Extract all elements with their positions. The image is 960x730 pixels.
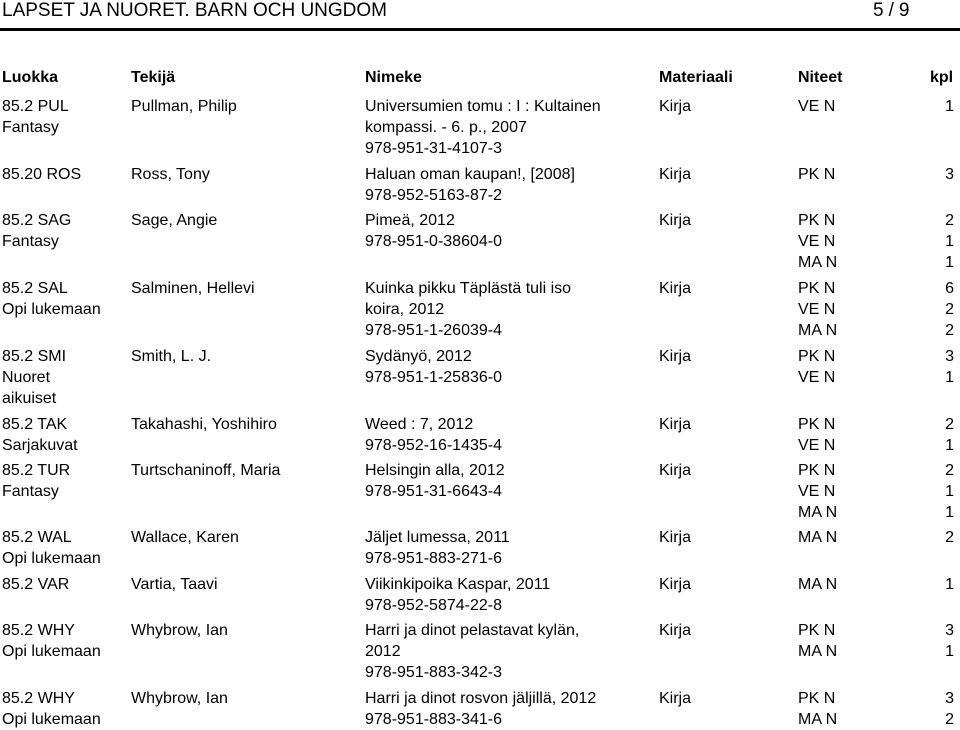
cell-luokka (2, 96, 69, 138)
cell-tekija-line: Pullman, Philip (131, 98, 237, 115)
cell-kpl-line: 2 (945, 301, 954, 318)
cell-materiaali-line: Kirja (659, 576, 692, 593)
cell-luokka-line: Opi lukemaan (2, 711, 101, 728)
cell-luokka-line: 85.2 WAL (2, 529, 72, 546)
cell-niteet-line: PK N (798, 690, 836, 707)
cell-tekija (131, 278, 255, 299)
cell-niteet (798, 210, 837, 273)
cell-nimeke (251, 278, 571, 341)
cell-kpl-line: 1 (945, 643, 954, 660)
cell-kpl-line: 1 (945, 254, 954, 271)
header-rule (0, 28, 960, 31)
cell-luokka-line: 85.2 SMI (2, 348, 67, 365)
cell-kpl-line: 2 (945, 529, 954, 546)
cell-luokka-line: 85.2 TAK (2, 416, 68, 433)
cell-tekija-line: Smith, L. J. (131, 348, 212, 365)
cell-niteet-line: PK N (798, 212, 836, 229)
cell-nimeke (251, 688, 596, 730)
cell-niteet-line: MA N (798, 504, 838, 521)
cell-niteet-line: PK N (798, 462, 836, 479)
cell-luokka (2, 620, 101, 662)
cell-luokka (2, 460, 70, 502)
cell-niteet (798, 460, 837, 523)
cell-tekija-line: Wallace, Karen (131, 529, 239, 546)
cell-tekija (131, 210, 217, 231)
cell-kpl-line: 1 (945, 504, 954, 521)
column-header-tekija: Tekijä (131, 69, 176, 86)
cell-nimeke (251, 210, 502, 252)
cell-luokka-line: Fantasy (2, 233, 59, 250)
cell-luokka (2, 414, 78, 456)
cell-niteet (798, 527, 837, 548)
cell-kpl-line: 3 (945, 166, 954, 183)
cell-nimeke-line: 978-951-1-25836-0 (365, 369, 502, 386)
cell-tekija (131, 574, 218, 595)
cell-kpl (940, 574, 954, 595)
cell-nimeke-line: Kuinka pikku Täplästä tuli iso (365, 280, 572, 297)
cell-kpl-line: 3 (945, 690, 954, 707)
cell-materiaali-line: Kirja (659, 690, 692, 707)
cell-nimeke-line: Harri ja dinot rosvon jäljillä, 2012 (365, 690, 597, 707)
cell-luokka-line: Nuoret (2, 369, 51, 386)
page-title: LAPSET JA NUORET. BARN OCH UNGDOM (2, 0, 387, 21)
cell-nimeke-line: 978-951-0-38604-0 (365, 233, 502, 250)
cell-luokka-line: aikuiset (2, 390, 57, 407)
page-number (873, 0, 909, 22)
cell-niteet (798, 620, 837, 662)
cell-kpl-line: 1 (945, 369, 954, 386)
cell-niteet-line: MA N (798, 529, 838, 546)
cell-materiaali (659, 210, 691, 231)
cell-materiaali (659, 620, 691, 641)
cell-nimeke-line: 978-951-31-4107-3 (365, 140, 502, 157)
cell-kpl (940, 527, 954, 548)
cell-niteet-line: PK N (798, 622, 836, 639)
cell-niteet-line: VE N (798, 437, 836, 454)
cell-materiaali (659, 414, 691, 435)
cell-kpl-line: 2 (945, 462, 954, 479)
cell-niteet-line: MA N (798, 322, 838, 339)
cell-materiaali (659, 96, 691, 117)
cell-niteet (798, 164, 835, 185)
cell-nimeke-line: 978-951-883-342-3 (365, 664, 502, 681)
cell-materiaali (659, 460, 691, 481)
cell-materiaali (659, 688, 691, 709)
cell-kpl (940, 688, 954, 730)
cell-materiaali-line: Kirja (659, 166, 692, 183)
cell-tekija (131, 527, 239, 548)
cell-kpl-line: 2 (945, 212, 954, 229)
cell-nimeke-line: Universumien tomu : I : Kultainen (365, 98, 601, 115)
cell-luokka-line: 85.2 WHY (2, 690, 75, 707)
cell-nimeke-line: Sydänyö, 2012 (365, 348, 472, 365)
cell-materiaali-line: Kirja (659, 529, 692, 546)
cell-kpl (940, 96, 954, 117)
cell-nimeke-line: 978-951-31-6643-4 (365, 483, 502, 500)
cell-materiaali-line: Kirja (659, 462, 692, 479)
cell-luokka (2, 574, 69, 595)
cell-niteet (798, 414, 835, 456)
cell-kpl-line: 1 (945, 576, 954, 593)
cell-niteet (798, 574, 837, 595)
column-header-luokka: Luokka (2, 69, 59, 86)
cell-tekija-line: Vartia, Taavi (131, 576, 218, 593)
cell-nimeke (251, 414, 502, 456)
cell-luokka-line: Opi lukemaan (2, 643, 101, 660)
cell-nimeke (251, 460, 505, 502)
cell-niteet-line: MA N (798, 254, 838, 271)
cell-nimeke-line: 978-951-883-341-6 (365, 711, 502, 728)
cell-luokka-line: 85.2 SAG (2, 212, 72, 229)
cell-materiaali (659, 278, 691, 299)
cell-kpl (940, 210, 954, 273)
cell-kpl-line: 6 (945, 280, 954, 297)
cell-luokka (2, 278, 101, 320)
cell-niteet-line: VE N (798, 369, 836, 386)
cell-nimeke-line: 2012 (365, 643, 401, 660)
cell-materiaali (659, 527, 691, 548)
page-current: 5 (873, 0, 884, 21)
cell-materiaali-line: Kirja (659, 416, 692, 433)
cell-nimeke-line: 978-952-5874-22-8 (365, 597, 502, 614)
cell-niteet (798, 278, 837, 341)
cell-luokka-line: 85.2 TUR (2, 462, 71, 479)
cell-nimeke-line: Helsingin alla, 2012 (365, 462, 505, 479)
page-separator: / (888, 0, 894, 21)
cell-luokka (2, 527, 101, 569)
cell-kpl-line: 3 (945, 622, 954, 639)
cell-nimeke-line: Weed : 7, 2012 (365, 416, 474, 433)
cell-kpl (940, 620, 954, 662)
cell-luokka (2, 210, 71, 252)
cell-niteet-line: MA N (798, 643, 838, 660)
cell-materiaali-line: Kirja (659, 212, 692, 229)
cell-nimeke-line: 978-952-5163-87-2 (365, 187, 502, 204)
cell-luokka (2, 346, 66, 409)
cell-nimeke-line: koira, 2012 (365, 301, 445, 318)
cell-luokka-line: 85.2 WHY (2, 622, 75, 639)
cell-tekija (131, 346, 211, 367)
cell-nimeke (251, 574, 550, 616)
cell-kpl-line: 3 (945, 348, 954, 365)
cell-nimeke-line: 978-951-1-26039-4 (365, 322, 502, 339)
cell-tekija-line: Sage, Angie (131, 212, 218, 229)
cell-luokka-line: 85.2 SAL (2, 280, 68, 297)
cell-nimeke-line: kompassi. - 6. p., 2007 (365, 119, 527, 136)
cell-niteet-line: PK N (798, 166, 836, 183)
page-header (0, 0, 960, 20)
cell-tekija (131, 96, 237, 117)
cell-tekija (131, 688, 228, 709)
cell-niteet-line: VE N (798, 483, 836, 500)
cell-kpl-line: 2 (945, 322, 954, 339)
cell-nimeke-line: Haluan oman kaupan!, [2008] (365, 166, 575, 183)
cell-tekija-line: Turtschaninoff, Maria (131, 462, 281, 479)
cell-tekija-line: Whybrow, Ian (131, 690, 228, 707)
cell-nimeke (251, 164, 575, 206)
cell-niteet-line: MA N (798, 711, 838, 728)
cell-niteet-line: VE N (798, 233, 836, 250)
cell-kpl (940, 346, 954, 388)
cell-luokka-line: 85.2 VAR (2, 576, 70, 593)
column-header-niteet: Niteet (798, 69, 843, 86)
cell-luokka-line: Fantasy (2, 483, 59, 500)
cell-tekija (131, 620, 228, 641)
cell-tekija-line: Takahashi, Yoshihiro (131, 416, 277, 433)
column-header-materiaali: Materiaali (659, 69, 733, 86)
cell-luokka-line: 85.20 ROS (2, 166, 82, 183)
cell-kpl (940, 278, 954, 341)
cell-nimeke (251, 527, 510, 569)
cell-materiaali-line: Kirja (659, 98, 692, 115)
cell-kpl (940, 164, 954, 185)
cell-luokka (2, 688, 101, 730)
cell-nimeke-line: Viikinkipoika Kaspar, 2011 (365, 576, 551, 593)
cell-materiaali-line: Kirja (659, 348, 692, 365)
cell-niteet-line: PK N (798, 280, 836, 297)
cell-materiaali (659, 346, 691, 367)
cell-tekija (131, 164, 210, 185)
cell-materiaali (659, 574, 691, 595)
cell-niteet (798, 346, 835, 388)
cell-niteet-line: PK N (798, 416, 836, 433)
cell-niteet (798, 688, 837, 730)
column-header-kpl: kpl (930, 69, 954, 86)
cell-kpl-line: 1 (945, 437, 954, 454)
cell-luokka-line: Sarjakuvat (2, 437, 78, 454)
cell-luokka-line: Opi lukemaan (2, 550, 101, 567)
cell-tekija-line: Salminen, Hellevi (131, 280, 255, 297)
cell-niteet-line: VE N (798, 301, 836, 318)
cell-nimeke (251, 96, 601, 159)
cell-nimeke-line: 978-952-16-1435-4 (365, 437, 502, 454)
cell-kpl-line: 1 (945, 483, 954, 500)
cell-nimeke-line: Pimeä, 2012 (365, 212, 455, 229)
cell-kpl (940, 414, 954, 456)
cell-luokka-line: 85.2 PUL (2, 98, 69, 115)
cell-kpl-line: 1 (945, 98, 954, 115)
cell-kpl-line: 2 (945, 416, 954, 433)
cell-kpl-line: 2 (945, 711, 954, 728)
cell-luokka (2, 164, 81, 185)
cell-nimeke (251, 346, 502, 388)
cell-kpl-line: 1 (945, 233, 954, 250)
cell-nimeke-line: 978-951-883-271-6 (365, 550, 502, 567)
cell-kpl (940, 460, 954, 523)
cell-niteet-line: VE N (798, 98, 836, 115)
cell-tekija-line: Ross, Tony (131, 166, 210, 183)
column-header-nimeke: Nimeke (365, 69, 422, 86)
cell-tekija-line: Whybrow, Ian (131, 622, 228, 639)
cell-nimeke-line: Harri ja dinot pelastavat kylän, (365, 622, 580, 639)
cell-niteet-line: PK N (798, 348, 836, 365)
cell-nimeke-line: Jäljet lumessa, 2011 (365, 529, 510, 546)
page-total: 9 (898, 0, 910, 21)
cell-materiaali-line: Kirja (659, 280, 692, 297)
cell-materiaali-line: Kirja (659, 622, 692, 639)
cell-luokka-line: Fantasy (2, 119, 59, 136)
cell-luokka-line: Opi lukemaan (2, 301, 101, 318)
cell-niteet (798, 96, 835, 117)
cell-materiaali (659, 164, 691, 185)
cell-niteet-line: MA N (798, 576, 838, 593)
cell-nimeke (251, 620, 579, 683)
